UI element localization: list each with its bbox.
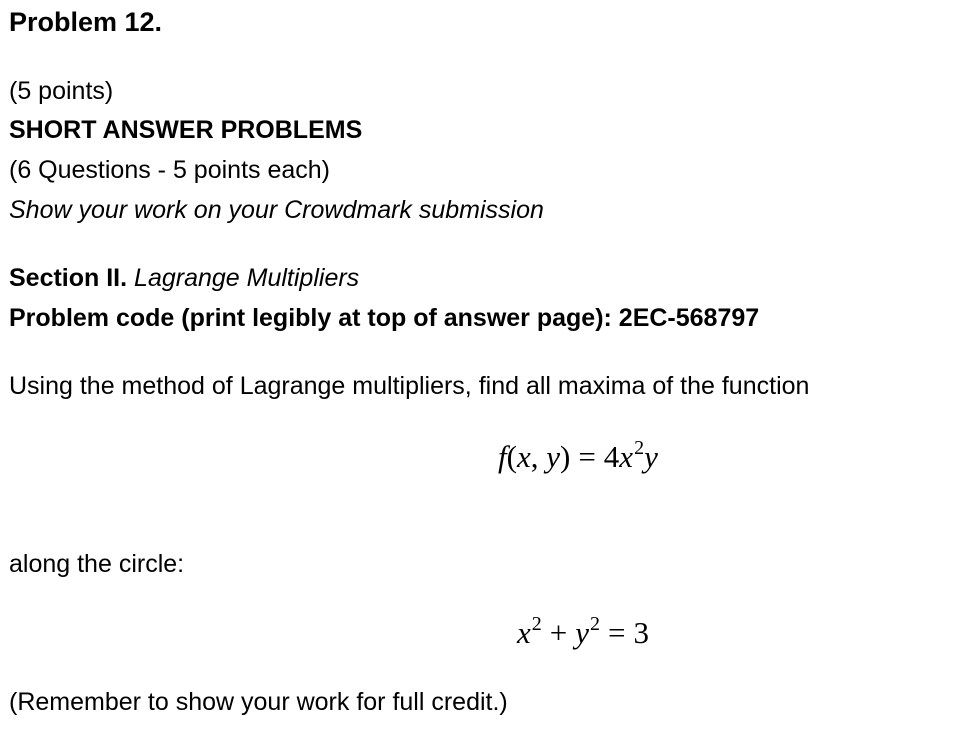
function-x-squared-base: x xyxy=(619,439,634,474)
function-exponent: 2 xyxy=(634,437,645,459)
function-y-factor: y xyxy=(644,439,658,474)
work-instruction: Show your work on your Crowdmark submission xyxy=(9,196,544,224)
section-line xyxy=(9,263,359,293)
points-text: (5 points) xyxy=(9,77,114,105)
function-y: y xyxy=(546,439,560,474)
constraint-equation xyxy=(517,613,649,657)
constraint-equals: = xyxy=(608,615,626,650)
function-coefficient: 4 xyxy=(603,439,620,474)
function-f: f xyxy=(498,439,507,474)
function-open-paren: ( xyxy=(506,439,517,474)
constraint-x: x xyxy=(517,615,531,650)
section-label: Section II. xyxy=(9,264,128,292)
function-close-paren: ) xyxy=(559,439,571,474)
function-equation xyxy=(498,437,658,481)
question-info: (6 Questions - 5 points each) xyxy=(9,156,330,184)
constraint-rhs: 3 xyxy=(633,615,649,650)
problem-code: Problem code (print legibly at top of answer page): 2EC-568797 xyxy=(9,304,760,332)
problem-title: Problem 12. xyxy=(9,7,163,37)
reminder-text: (Remember to show your work for full credit.) xyxy=(9,688,508,716)
function-equals: = xyxy=(578,439,596,474)
function-comma: , xyxy=(530,439,547,474)
constraint-y: y xyxy=(575,615,590,650)
constraint-plus: + xyxy=(549,615,568,650)
constraint-y-exponent: 2 xyxy=(590,613,601,635)
category-heading: SHORT ANSWER PROBLEMS xyxy=(9,116,363,144)
constraint-x-exponent: 2 xyxy=(531,613,542,635)
along-circle-text: along the circle: xyxy=(9,550,185,578)
prompt-text: Using the method of Lagrange multipliers, find all maxima of the function xyxy=(9,372,810,400)
function-x: x xyxy=(516,439,531,474)
section-topic: Lagrange Multipliers xyxy=(134,264,360,292)
